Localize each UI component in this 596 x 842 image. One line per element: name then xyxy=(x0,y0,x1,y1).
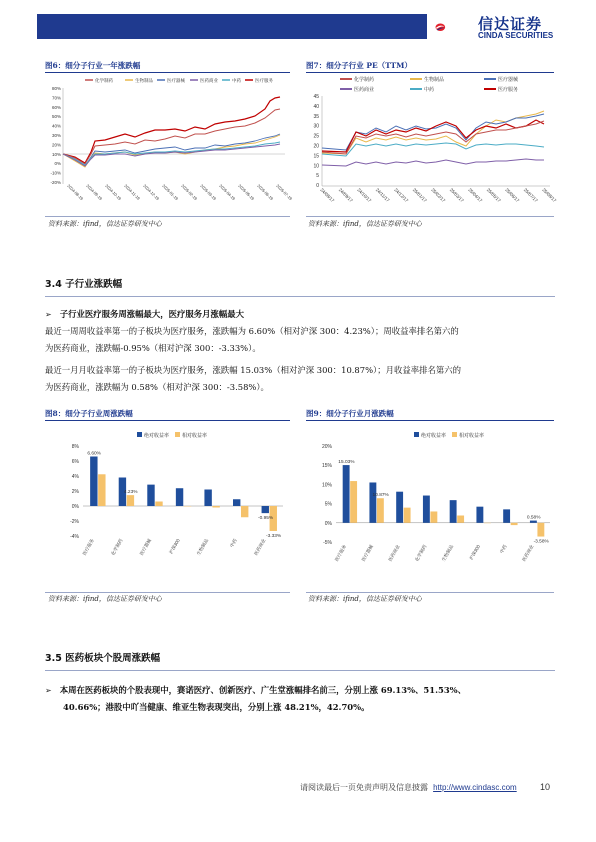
ytick-label: 8% xyxy=(71,444,79,450)
fig6-legend-2: 医疗器械 xyxy=(167,78,185,83)
section-34-bullet: 子行业医疗服务周涨幅最大，医疗服务月涨幅最大 xyxy=(59,309,244,319)
logo-cn-text: 信达证券 xyxy=(478,15,543,33)
legend-swatch xyxy=(452,432,457,437)
fig8-bottom-rule xyxy=(45,592,290,593)
category-label: 沪深300 xyxy=(468,544,482,561)
bar-相对收益率 xyxy=(457,516,464,523)
ytick-label: -5% xyxy=(323,540,332,546)
category-label: 中药 xyxy=(498,544,508,555)
fig7-line-tcm xyxy=(322,143,544,156)
bar-绝对收益率 xyxy=(233,499,240,506)
fig6-xtick: 2024-12-19 xyxy=(142,183,161,202)
data-label: 4.23% xyxy=(123,490,138,496)
section-34-para2-l2: 为医药商业，涨跌幅为 0.58%（相对沪深 300：-3.58%）。 xyxy=(45,382,269,392)
bar-相对收益率 xyxy=(350,481,357,523)
fig7-xtick: 25/01/17 xyxy=(411,187,428,204)
category-label: 医疗服务 xyxy=(81,538,96,557)
legend-swatch xyxy=(175,432,180,437)
fig6-legend-5: 医疗服务 xyxy=(255,78,273,83)
category-label: 化学制药 xyxy=(414,544,428,563)
fig6-xtick: 2025-02-19 xyxy=(180,183,199,202)
section-35-rule xyxy=(45,670,555,671)
section-34-title: 3.4 子行业涨跌幅 xyxy=(45,279,123,290)
bar-绝对收益率 xyxy=(476,507,483,523)
ytick-label: -2% xyxy=(70,519,79,525)
fig7-ytick: 15 xyxy=(313,153,319,160)
fig6-ytick: -20% xyxy=(50,180,61,185)
bullet-arrow-icon: ➢ xyxy=(45,310,52,319)
bar-绝对收益率 xyxy=(90,457,97,507)
fig7-xtick: 25/07/17 xyxy=(522,187,539,204)
fig7-legend-4: 中药 xyxy=(424,87,435,93)
fig6-ytick: 20% xyxy=(51,142,61,148)
legend-swatch xyxy=(414,432,419,437)
bar-绝对收益率 xyxy=(343,465,350,523)
bar-绝对收益率 xyxy=(262,506,269,513)
bar-绝对收益率 xyxy=(450,500,457,523)
legend-label: 绝对收益率 xyxy=(144,433,170,439)
legend-label: 相对收益率 xyxy=(459,433,485,439)
fig8-title: 图8：细分子行业周涨跌幅 xyxy=(45,409,133,418)
fig7-top-rule xyxy=(306,72,554,73)
fig7-xtick: 25/04/17 xyxy=(467,187,484,204)
fig7-legend-1: 生物制品 xyxy=(424,77,445,83)
bar-绝对收益率 xyxy=(204,490,211,507)
fig6-title: 图6：细分子行业一年涨跌幅 xyxy=(45,61,141,70)
fig7-xtick: 24/08/17 xyxy=(319,187,336,204)
legend-swatch xyxy=(137,432,142,437)
fig8-source: 资料来源：ifind，信达证券研发中心 xyxy=(48,595,162,603)
section-34-bullet-block xyxy=(45,306,560,323)
ytick-label: -4% xyxy=(70,534,79,540)
ytick-label: 10% xyxy=(321,482,332,489)
category-label: 医药商业 xyxy=(387,544,401,563)
fig7-ytick: 5 xyxy=(316,173,319,180)
fig7-legend-3: 医药商业 xyxy=(354,87,375,93)
bar-相对收益率 xyxy=(404,508,411,523)
fig6-line-medical-devices xyxy=(63,134,280,166)
fig7-title: 图7：细分子行业 PE（TTM） xyxy=(306,61,412,70)
fig7-xtick: 25/02/17 xyxy=(430,187,447,204)
footer-disclaimer: 请阅读最后一页免责声明及信息披露 xyxy=(300,783,428,792)
fig6-xtick: 2025-03-19 xyxy=(199,183,218,202)
fig6-xtick: 2025-01-19 xyxy=(161,183,180,202)
fig9-top-rule xyxy=(306,420,554,421)
logo-en-text: CINDA SECURITIES xyxy=(478,31,554,40)
fig6-xtick: 2025-05-19 xyxy=(237,183,256,202)
section-34-para1-l2: 为医药商业，涨跌幅-0.95%（相对沪深 300：-3.33%）。 xyxy=(45,343,261,353)
bar-绝对收益率 xyxy=(147,485,154,506)
category-label: 医疗器械 xyxy=(138,538,153,557)
fig6-ytick: 50% xyxy=(51,114,61,120)
fig6-legend xyxy=(85,77,273,84)
fig7-bottom-rule xyxy=(306,216,554,217)
bar-相对收益率 xyxy=(537,523,544,537)
fig6-ytick: 0% xyxy=(54,161,61,167)
fig7-legend xyxy=(340,76,518,93)
bar-相对收益率 xyxy=(98,474,105,506)
fig6-top-rule xyxy=(45,72,290,73)
section-35-title: 3.5 医药板块个股周涨跌幅 xyxy=(45,653,161,664)
ytick-label: 4% xyxy=(71,474,79,480)
fig6-ytick: 70% xyxy=(51,95,61,101)
fig6-line-chemical-pharma xyxy=(63,109,280,164)
bar-相对收益率 xyxy=(511,523,518,525)
fig6-chart xyxy=(45,74,294,214)
fig7-legend-0: 化学制药 xyxy=(354,77,375,83)
fig7-ytick: 10 xyxy=(313,163,319,170)
bar-相对收益率 xyxy=(212,506,219,508)
section-34-para1-l1: 最近一周周收益率第一的子板块为医疗服务，涨跌幅为 6.60%（相对沪深 300：4.23%）；周收益率排名第六的 xyxy=(45,326,459,336)
bar-绝对收益率 xyxy=(176,488,183,506)
footer-link[interactable]: http://www.cindasc.com xyxy=(433,783,517,792)
fig8-top-rule xyxy=(45,420,290,421)
data-label: 10.87% xyxy=(372,493,389,499)
data-label: 0.58% xyxy=(526,515,541,521)
fig6-ytick: 80% xyxy=(51,86,61,91)
fig7-source: 资料来源：ifind，信达证券研发中心 xyxy=(308,220,422,228)
data-label: -0.95% xyxy=(257,516,274,522)
fig9-source: 资料来源：ifind，信达证券研发中心 xyxy=(308,595,422,603)
fig9-title: 图9：细分子行业月涨跌幅 xyxy=(306,409,394,418)
legend-label: 相对收益率 xyxy=(182,433,208,439)
header-bar xyxy=(37,14,427,39)
page-number: 10 xyxy=(540,782,551,792)
fig7-xtick: 24/10/17 xyxy=(356,187,373,204)
fig7-legend-2: 医疗器械 xyxy=(498,77,519,83)
bar-相对收益率 xyxy=(430,511,437,522)
bar-绝对收益率 xyxy=(423,496,430,523)
fig6-source: 资料来源：ifind，信达证券研发中心 xyxy=(48,220,162,228)
fig7-ytick: 45 xyxy=(313,94,319,100)
fig7-xtick: 24/12/17 xyxy=(393,187,410,204)
data-label: -3.58% xyxy=(533,539,549,545)
cinda-logo-icon xyxy=(435,10,475,44)
section-35-l2-block xyxy=(63,699,578,716)
fig7-line-pharma-commerce xyxy=(322,159,544,166)
ytick-label: 20% xyxy=(321,444,332,450)
fig6-ytick: -10% xyxy=(50,170,61,176)
fig6-xtick: 2024-08-19 xyxy=(66,183,85,202)
category-label: 医药商业 xyxy=(253,538,267,557)
legend-label: 绝对收益率 xyxy=(421,433,447,439)
ytick-label: 2% xyxy=(71,489,79,495)
fig6-xtick: 2024-10-19 xyxy=(104,183,123,202)
section-34-para2-l1: 最近一月月收益率第一的子板块为医疗服务，涨跌幅 15.03%（相对沪深 300：10.87%）；月收益率排名第六的 xyxy=(45,365,461,375)
ytick-label: 15% xyxy=(321,463,332,470)
data-label: 6.60% xyxy=(87,451,101,457)
fig7-ytick: 0 xyxy=(316,183,319,190)
fig6-xtick: 2024-09-19 xyxy=(85,183,104,202)
fig6-xtick: 2024-11-19 xyxy=(123,183,142,201)
fig6-legend-0: 化学制药 xyxy=(95,78,113,83)
footer-block xyxy=(300,782,517,793)
fig7-xtick: 24/11/17 xyxy=(374,187,391,203)
fig7-ytick: 25 xyxy=(313,133,319,140)
section-35-l1-block xyxy=(45,682,560,699)
fig7-ytick: 35 xyxy=(313,113,319,120)
fig7-xtick: 24/09/17 xyxy=(337,187,354,204)
fig6-xtick: 2025-06-19 xyxy=(256,183,275,202)
fig6-legend-3: 医药商业 xyxy=(200,78,218,83)
fig7-ytick: 20 xyxy=(313,143,319,150)
fig7-xtick: 25/05/17 xyxy=(485,187,502,204)
fig6-ytick: 30% xyxy=(51,133,61,138)
bar-相对收益率 xyxy=(241,506,248,517)
bar-绝对收益率 xyxy=(369,482,376,522)
data-label: 15.03% xyxy=(338,460,355,466)
category-label: 中药 xyxy=(229,538,238,549)
fig6-ytick: 60% xyxy=(51,104,61,110)
section-35-line2: 40.66%；港股中吖当健康、维亚生物表现突出，分别上涨 48.21%，42.70%。 xyxy=(63,702,370,712)
fig6-bottom-rule xyxy=(45,216,290,217)
category-label: 沪深300 xyxy=(168,538,181,555)
fig6-ytick: 10% xyxy=(51,151,61,157)
fig9-chart xyxy=(306,428,554,588)
category-label: 生物制品 xyxy=(195,538,210,557)
category-label: 化学制药 xyxy=(110,538,124,557)
data-label: -3.33% xyxy=(265,533,282,539)
bar-相对收益率 xyxy=(377,498,384,523)
fig7-xtick: 25/06/17 xyxy=(504,187,521,204)
category-label: 生物制品 xyxy=(440,544,455,563)
fig7-line-medical-services xyxy=(322,120,544,152)
ytick-label: 5% xyxy=(324,501,332,508)
bar-绝对收益率 xyxy=(503,509,510,522)
fig7-xtick: 25/03/17 xyxy=(448,187,465,204)
fig7-legend-5: 医疗服务 xyxy=(498,87,519,93)
category-label: 医疗服务 xyxy=(333,544,348,563)
fig9-bottom-rule xyxy=(306,592,554,593)
section-35-line1: 本周在医药板块的个股表现中，赛诺医疗、创新医疗、广生堂涨幅排名前三，分别上涨 69.13%、51.53%、 xyxy=(59,685,466,695)
fig6-ytick: 40% xyxy=(51,123,61,129)
bar-绝对收益率 xyxy=(530,521,537,523)
fig6-legend-1: 生物制品 xyxy=(135,78,153,83)
ytick-label: 6% xyxy=(71,459,79,465)
fig7-ytick: 40 xyxy=(313,103,319,110)
fig7-ytick: 30 xyxy=(313,123,319,130)
category-label: 医药商业 xyxy=(521,544,535,563)
fig6-xtick: 2025-04-19 xyxy=(218,183,237,202)
ytick-label: 0% xyxy=(324,520,332,527)
fig8-chart xyxy=(45,428,290,588)
fig6-xtick: 2025-07-19 xyxy=(275,183,294,202)
fig7-xtick: 25/08/17 xyxy=(541,187,558,204)
fig7-chart xyxy=(306,74,558,214)
fig6-legend-4: 中药 xyxy=(232,78,241,83)
bullet-arrow-icon: ➢ xyxy=(45,686,52,695)
section-34-rule xyxy=(45,296,555,297)
bar-绝对收益率 xyxy=(396,492,403,523)
bar-相对收益率 xyxy=(155,502,162,507)
bar-相对收益率 xyxy=(127,495,134,506)
category-label: 医疗器械 xyxy=(360,544,375,563)
ytick-label: 0% xyxy=(71,504,79,510)
